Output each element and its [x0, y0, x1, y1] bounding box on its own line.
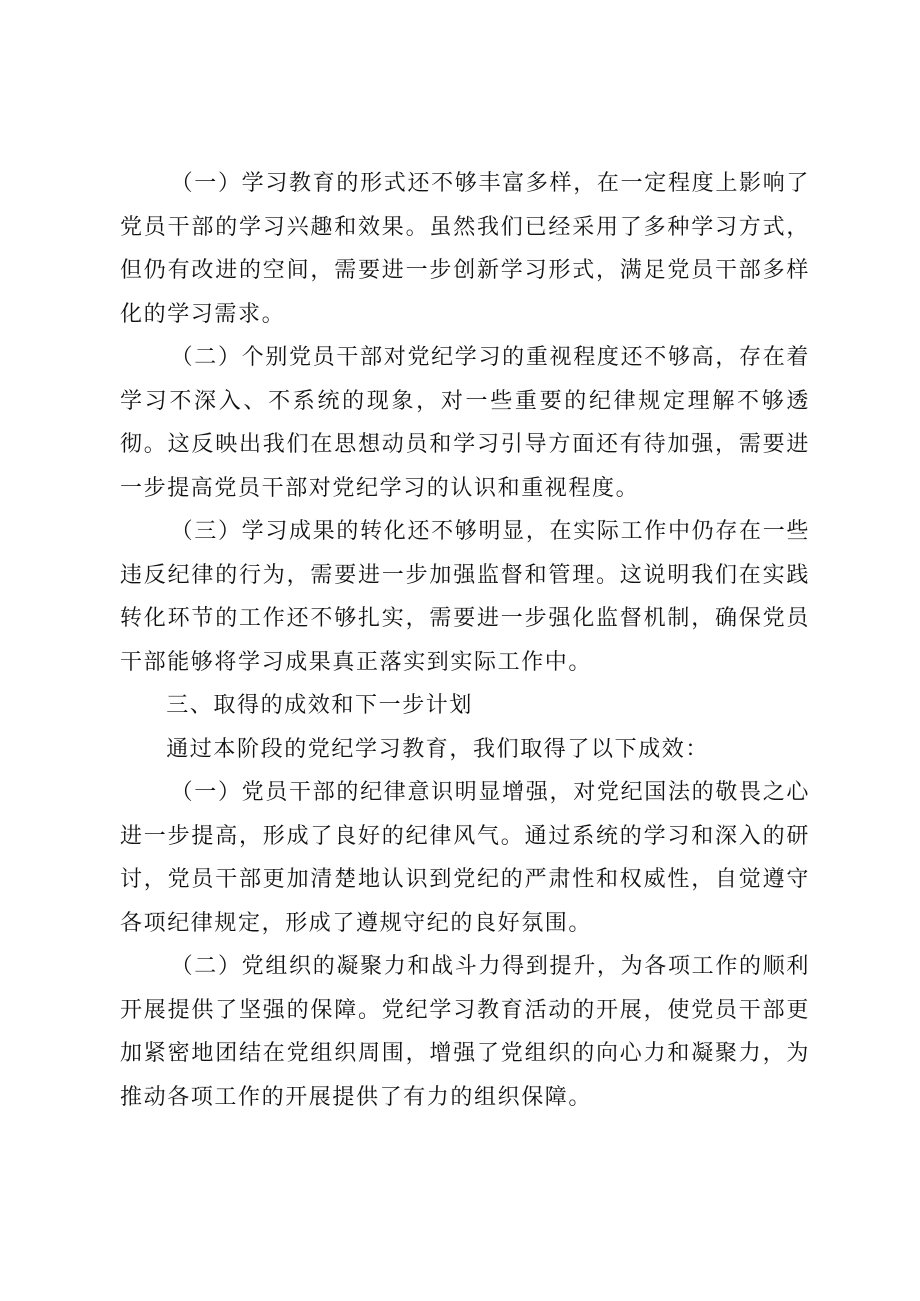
paragraph-result-cohesion: （二）党组织的凝聚力和战斗力得到提升，为各项工作的顺利开展提供了坚强的保障。党纪学习教育活动的开展，使党员干部更加紧密地团结在党组织周围，增强了党组织的向心力和凝聚力，为推动各项工作的开展提供了有力的组织保障。: [120, 954, 810, 1110]
paragraph-transformation-issue: （三）学习成果的转化还不够明显，在实际工作中仍存在一些违反纪律的行为，需要进一步加强监督和管理。这说明我们在实践转化环节的工作还不够扎实，需要进一步强化监督机制，确保党员干部能够将学习成果真正落实到实际工作中。: [120, 519, 810, 675]
document-body: [120, 162, 810, 1119]
paragraph-attention-issue: （二）个别党员干部对党纪学习的重视程度还不够高，存在着学习不深入、不系统的现象，对一些重要的纪律规定理解不够透彻。这反映出我们在思想动员和学习引导方面还有待加强，需要进一步提高党员干部对党纪学习的认识和重视程度。: [120, 345, 810, 501]
paragraph-intro-results: 通过本阶段的党纪学习教育，我们取得了以下成效：: [166, 736, 709, 762]
paragraph-form-issue: （一）学习教育的形式还不够丰富多样，在一定程度上影响了党员干部的学习兴趣和效果。虽然我们已经采用了多种学习方式，但仍有改进的空间，需要进一步创新学习形式，满足党员干部多样化的学习需求。: [120, 171, 810, 327]
section-heading: 三、取得的成效和下一步计划: [166, 693, 473, 718]
paragraph-result-discipline: （一）党员干部的纪律意识明显增强，对党纪国法的敬畏之心进一步提高，形成了良好的纪律风气。通过系统的学习和深入的研讨，党员干部更加清楚地认识到党纪的严肃性和权威性，自觉遵守各项纪律规定，形成了遵规守纪的良好氛围。: [120, 780, 810, 936]
